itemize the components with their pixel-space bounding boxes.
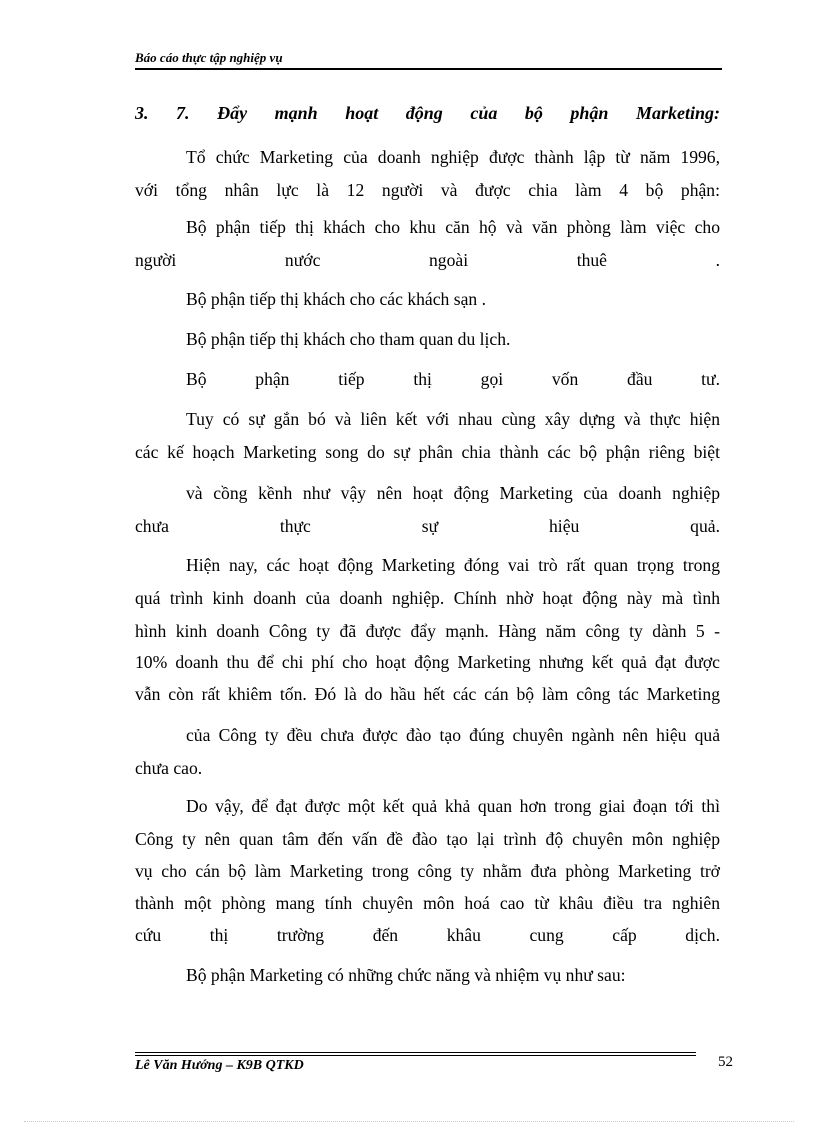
footer-author: Lê Văn Hướng – K9B QTKD bbox=[135, 1058, 304, 1073]
body-line: với tổng nhân lực là 12 người và được chia làm 4 bộ phận: bbox=[135, 180, 720, 200]
body-line: hình kinh doanh Công ty đã được đẩy mạnh. Hàng năm công ty dành 5 - bbox=[135, 621, 720, 641]
running-header: Báo cáo thực tập nghiệp vụ bbox=[135, 50, 283, 65]
header-divider bbox=[135, 68, 722, 70]
footer-divider bbox=[135, 1055, 696, 1056]
body-line: thành một phòng mang tính chuyên môn hoá cao từ khâu điều tra nghiên bbox=[135, 893, 720, 913]
body-line: Bộ phận tiếp thị gọi vốn đầu tư. bbox=[186, 369, 720, 389]
footer-divider bbox=[135, 1052, 696, 1053]
body-line: của Công ty đều chưa được đào tạo đúng chuyên ngành nên hiệu quả bbox=[186, 725, 720, 745]
body-line: 10% doanh thu để chi phí cho hoạt động Marketing nhưng kết quả đạt được bbox=[135, 652, 720, 672]
body-line: và cồng kềnh như vậy nên hoạt động Marketing của doanh nghiệp bbox=[186, 483, 720, 503]
body-line: quá trình kinh doanh của doanh nghiệp. Chính nhờ hoạt động này mà tình bbox=[135, 588, 720, 608]
body-line: vẫn còn rất khiêm tốn. Đó là do hầu hết các cán bộ làm công tác Marketing bbox=[135, 684, 720, 704]
body-line: Bộ phận tiếp thị khách cho khu căn hộ và văn phòng làm việc cho bbox=[186, 217, 720, 237]
body-line: Công ty nên quan tâm đến vấn đề đào tạo lại trình độ chuyên môn nghiệp bbox=[135, 829, 720, 849]
body-line: Bộ phận Marketing có những chức năng và nhiệm vụ như sau: bbox=[186, 965, 626, 985]
body-line: các kế hoạch Marketing song do sự phân chia thành các bộ phận riêng biệt bbox=[135, 442, 720, 462]
body-line: Tổ chức Marketing của doanh nghiệp được thành lập từ năm 1996, bbox=[186, 147, 720, 167]
body-line: Do vậy, để đạt được một kết quả khả quan hơn trong giai đoạn tới thì bbox=[186, 796, 720, 816]
body-line: vụ cho cán bộ làm Marketing trong công ty nhằm đưa phòng Marketing trở bbox=[135, 861, 720, 881]
body-line: Bộ phận tiếp thị khách cho các khách sạn . bbox=[186, 289, 486, 309]
body-line: Bộ phận tiếp thị khách cho tham quan du lịch. bbox=[186, 329, 511, 349]
body-line: chưa thực sự hiệu quả. bbox=[135, 516, 720, 536]
page-number: 52 bbox=[718, 1054, 733, 1070]
section-heading: 3. 7. Đẩy mạnh hoạt động của bộ phận Marketing: bbox=[135, 103, 720, 123]
page-edge bbox=[24, 1121, 794, 1122]
body-line: chưa cao. bbox=[135, 758, 203, 778]
body-line: cứu thị trường đến khâu cung cấp dịch. bbox=[135, 925, 720, 945]
body-line: Hiện nay, các hoạt động Marketing đóng vai trò rất quan trọng trong bbox=[186, 555, 720, 575]
body-line: Tuy có sự gắn bó và liên kết với nhau cùng xây dựng và thực hiện bbox=[186, 409, 720, 429]
body-line: người nước ngoài thuê . bbox=[135, 250, 720, 270]
